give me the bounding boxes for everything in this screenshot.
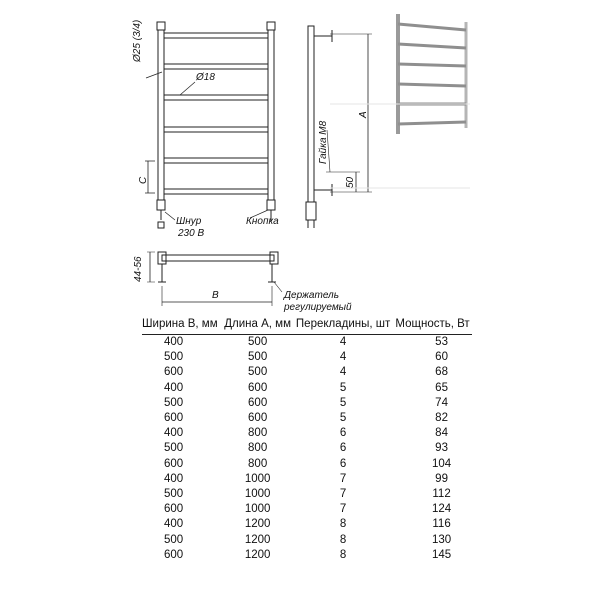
length-cell: 800 — [248, 442, 268, 455]
power-cell: 116 — [432, 518, 451, 531]
table-row — [142, 426, 472, 441]
dim-50-label: 50 — [345, 176, 356, 188]
cord-label: Шнур — [176, 216, 202, 227]
table-row — [142, 548, 472, 563]
bars-cell: 4 — [339, 366, 347, 379]
length-cell: 1200 — [244, 518, 271, 531]
width-cell: 500 — [164, 442, 184, 455]
bars-cell: 4 — [339, 351, 347, 364]
width-cell: 500 — [164, 533, 184, 546]
width-cell: 500 — [164, 396, 184, 409]
power-cell: 82 — [435, 412, 448, 425]
top-view-bar — [162, 255, 274, 261]
power-cell: 145 — [431, 548, 452, 561]
width-cell: 600 — [164, 548, 184, 561]
length-cell: 600 — [248, 381, 268, 394]
width-cell: 600 — [164, 457, 184, 470]
width-cell: 400 — [164, 427, 184, 440]
bar-diameter-label: Ø18 — [196, 72, 215, 83]
width-cell: 600 — [164, 412, 184, 425]
width-cell: 600 — [164, 503, 184, 516]
length-cell: 1000 — [244, 472, 271, 485]
holder-label-1: Держатель — [284, 290, 339, 301]
length-cell: 1200 — [244, 533, 271, 546]
nut-label: Гайка М8 — [318, 120, 329, 164]
table-row — [142, 441, 472, 456]
holder-label-2: регулируемый — [284, 302, 352, 313]
table-row — [142, 365, 472, 380]
power-cell: 93 — [435, 442, 448, 455]
table-row — [142, 335, 472, 351]
specs-body — [142, 335, 472, 564]
width-cell: 400 — [164, 472, 184, 485]
right-upright — [268, 30, 274, 200]
table-row — [142, 502, 472, 517]
side-upright — [308, 26, 314, 202]
width-cell: 400 — [164, 518, 184, 531]
power-cell: 99 — [435, 472, 448, 485]
bars-cell: 7 — [339, 488, 347, 501]
power-cell: 74 — [435, 396, 448, 409]
table-row — [142, 487, 472, 502]
power-cell: 124 — [431, 503, 452, 516]
table-row — [142, 517, 472, 532]
bars-cell: 6 — [339, 457, 347, 470]
length-cell: 1000 — [244, 503, 271, 516]
length-cell: 500 — [248, 351, 268, 364]
specs-table — [142, 318, 472, 563]
table-row — [142, 472, 472, 487]
pipe-diameter-label: Ø25 (3/4) — [132, 19, 143, 62]
power-cell: 68 — [435, 366, 448, 379]
dim-a-label: А — [358, 111, 369, 118]
button-label: Кнопка — [246, 216, 279, 227]
table-row — [142, 381, 472, 396]
length-cell: 800 — [248, 427, 268, 440]
power-cell: 60 — [435, 351, 448, 364]
depth-label: 44-56 — [133, 256, 144, 282]
power-cell: 104 — [431, 457, 452, 470]
width-cell: 500 — [164, 488, 184, 501]
power-cell: 53 — [435, 336, 448, 348]
table-row — [142, 350, 472, 365]
bars-cell: 7 — [339, 503, 347, 516]
table-row — [142, 533, 472, 548]
bars-cell: 8 — [339, 518, 347, 531]
left-upright — [158, 30, 164, 200]
product-perspective — [398, 14, 466, 134]
bars-cell: 8 — [339, 548, 347, 561]
power-cell: 84 — [435, 427, 448, 440]
power-cell: 112 — [432, 488, 451, 501]
bars-cell: 5 — [339, 396, 347, 409]
bars-cell: 6 — [339, 442, 347, 455]
length-cell: 500 — [248, 336, 268, 348]
power-cell: 65 — [435, 381, 448, 394]
bars-cell: 6 — [339, 427, 347, 440]
width-cell: 500 — [164, 351, 184, 364]
width-cell: 600 — [164, 366, 184, 379]
length-cell: 600 — [248, 412, 268, 425]
bars-cell: 4 — [339, 336, 347, 348]
width-cell: 400 — [164, 381, 184, 394]
specs-header-row — [142, 318, 472, 335]
dim-b-label: В — [212, 290, 219, 301]
length-cell: 1200 — [244, 548, 271, 561]
width-header: Ширина В, мм — [142, 318, 218, 330]
bars-cell: 7 — [339, 472, 347, 485]
crossbars — [164, 33, 268, 194]
length-cell: 500 — [248, 366, 268, 379]
bars-cell: 5 — [339, 412, 347, 425]
dim-c-label: С — [138, 176, 149, 184]
length-cell: 1000 — [244, 488, 271, 501]
length-header: Длина А, мм — [224, 318, 291, 330]
table-row — [142, 457, 472, 472]
power-cell: 130 — [431, 533, 452, 546]
power-header: Мощность, Вт — [395, 318, 470, 330]
bars-cell: 5 — [339, 381, 347, 394]
bars-header: Перекладины, шт — [295, 318, 391, 330]
table-row — [142, 411, 472, 426]
table-row — [142, 396, 472, 411]
length-cell: 600 — [248, 396, 268, 409]
width-cell: 400 — [164, 336, 184, 348]
bars-cell: 8 — [339, 533, 347, 546]
voltage-label: 230 В — [178, 228, 205, 239]
length-cell: 800 — [248, 457, 268, 470]
